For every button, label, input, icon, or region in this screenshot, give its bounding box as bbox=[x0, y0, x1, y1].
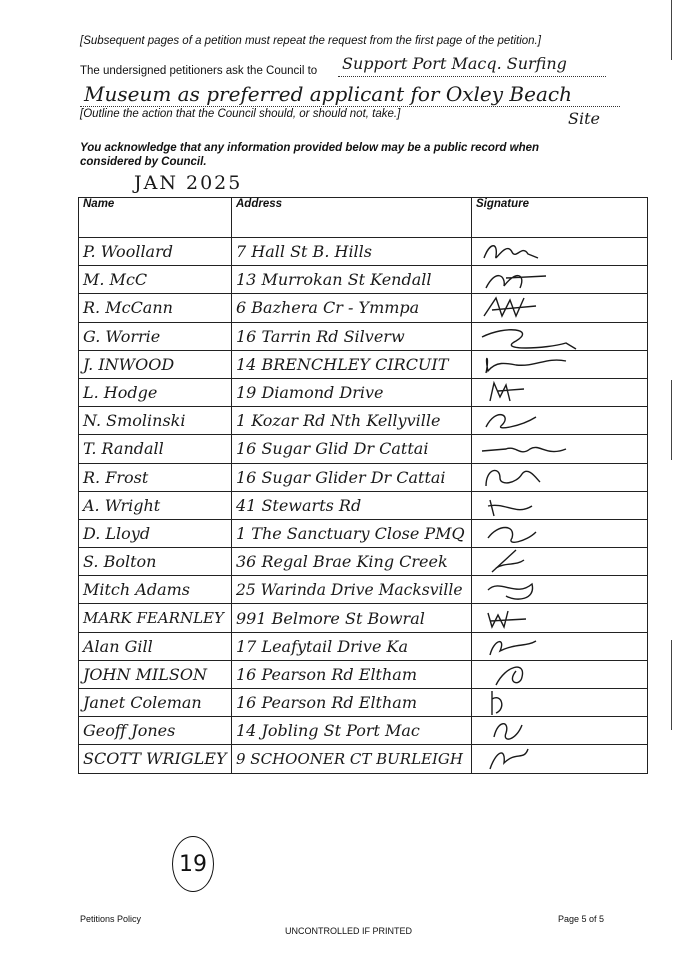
petition-row bbox=[79, 491, 648, 519]
signature-stroke bbox=[496, 667, 523, 685]
petition-row bbox=[79, 378, 648, 406]
petition-row bbox=[79, 745, 648, 773]
signatory-address: 14 BRENCHLEY CIRCUIT bbox=[232, 350, 472, 378]
signatory-name: MARK FEARNLEY bbox=[79, 604, 232, 632]
signature-stroke bbox=[492, 550, 524, 572]
signatory-name: G. Worrie bbox=[79, 322, 232, 350]
signature-stroke bbox=[494, 724, 522, 739]
date-handwriting: JAN 2025 bbox=[134, 172, 243, 194]
signatory-name: J. INWOOD bbox=[79, 350, 232, 378]
petition-row bbox=[79, 632, 648, 660]
signatory-address: 14 Jobling St Port Mac bbox=[232, 717, 472, 745]
request-lead-text: The undersigned petitioners ask the Council to bbox=[80, 65, 318, 77]
signature-stroke bbox=[490, 749, 528, 769]
footer-uncontrolled: UNCONTROLLED IF PRINTED bbox=[285, 926, 413, 936]
petition-row bbox=[79, 689, 648, 717]
signature-stroke bbox=[484, 246, 538, 258]
signature-cell bbox=[472, 350, 648, 378]
page-number-circle bbox=[172, 836, 214, 892]
handwritten-signature bbox=[476, 520, 596, 547]
signatory-address: 16 Pearson Rd Eltham bbox=[232, 689, 472, 717]
signatory-name: T. Randall bbox=[79, 435, 232, 463]
signature-cell bbox=[472, 435, 648, 463]
handwritten-signature bbox=[476, 266, 596, 293]
request-handwriting-line2: Museum as preferred applicant for Oxley Beach bbox=[84, 82, 572, 106]
signatory-name: SCOTT WRIGLEY bbox=[79, 745, 232, 773]
handwritten-signature bbox=[476, 435, 596, 462]
signatory-name: D. Lloyd bbox=[79, 519, 232, 547]
signature-stroke bbox=[488, 584, 533, 599]
signature-cell bbox=[472, 407, 648, 435]
signature-cell bbox=[472, 378, 648, 406]
petition-row bbox=[79, 238, 648, 266]
signatory-name: Janet Coleman bbox=[79, 689, 232, 717]
petition-row bbox=[79, 435, 648, 463]
petition-row bbox=[79, 548, 648, 576]
signatory-address: 16 Pearson Rd Eltham bbox=[232, 660, 472, 688]
page-number-circle-text: 19 bbox=[179, 851, 207, 877]
signatory-address: 16 Tarrin Rd Silverw bbox=[232, 322, 472, 350]
signatory-address: 991 Belmore St Bowral bbox=[232, 604, 472, 632]
petition-row bbox=[79, 717, 648, 745]
petition-signatures-table bbox=[78, 197, 648, 774]
footer-policy-name: Petitions Policy bbox=[80, 914, 142, 924]
petition-row bbox=[79, 322, 648, 350]
handwritten-signature bbox=[476, 689, 596, 716]
signature-cell bbox=[472, 491, 648, 519]
signatory-address: 17 Leafytail Drive Ka bbox=[232, 632, 472, 660]
request-handwriting-site: Site bbox=[568, 109, 600, 128]
header-spacer-row bbox=[79, 215, 648, 238]
signature-cell bbox=[472, 266, 648, 294]
request-dotted-line bbox=[338, 76, 606, 77]
signature-stroke bbox=[486, 415, 536, 428]
signatory-name: A. Wright bbox=[79, 491, 232, 519]
handwritten-signature bbox=[476, 407, 596, 434]
page-edge-mark bbox=[671, 640, 672, 730]
handwritten-signature bbox=[476, 745, 596, 772]
signature-stroke bbox=[488, 611, 526, 627]
signature-cell bbox=[472, 548, 648, 576]
signatory-address: 1 Kozar Rd Nth Kellyville bbox=[232, 407, 472, 435]
handwritten-signature bbox=[476, 661, 596, 688]
request-handwriting-line1: Support Port Macq. Surfing bbox=[342, 54, 567, 73]
signatory-name: P. Woollard bbox=[79, 238, 232, 266]
signatory-address: 25 Warinda Drive Macksville bbox=[232, 576, 472, 604]
signatory-name: R. McCann bbox=[79, 294, 232, 322]
address-column-header: Address bbox=[232, 198, 472, 216]
outline-action-note: [Outline the action that the Council should, or should not, take.] bbox=[80, 108, 401, 120]
signature-cell bbox=[472, 745, 648, 773]
handwritten-signature bbox=[476, 294, 596, 321]
signatory-name: S. Bolton bbox=[79, 548, 232, 576]
signature-stroke bbox=[484, 298, 536, 316]
handwritten-signature bbox=[476, 717, 596, 744]
handwritten-signature bbox=[476, 605, 596, 632]
signatory-address: 16 Sugar Glid Dr Cattai bbox=[232, 435, 472, 463]
signatory-address: 9 SCHOONER CT BURLEIGH bbox=[232, 745, 472, 773]
page-edge-mark bbox=[671, 380, 672, 460]
signature-stroke bbox=[488, 527, 536, 542]
handwritten-signature bbox=[476, 633, 596, 660]
petition-row bbox=[79, 407, 648, 435]
signature-stroke bbox=[492, 691, 502, 715]
signatory-address: 41 Stewarts Rd bbox=[232, 491, 472, 519]
signatory-name: JOHN MILSON bbox=[79, 660, 232, 688]
signature-cell bbox=[472, 717, 648, 745]
signature-stroke bbox=[482, 329, 576, 348]
signatory-address: 6 Bazhera Cr - Ymmpa bbox=[232, 294, 472, 322]
signatory-name: M. McC bbox=[79, 266, 232, 294]
handwritten-signature bbox=[476, 379, 596, 406]
petition-row bbox=[79, 294, 648, 322]
signatory-name: N. Smolinski bbox=[79, 407, 232, 435]
signatory-name: L. Hodge bbox=[79, 378, 232, 406]
petition-row bbox=[79, 463, 648, 491]
signatory-name: R. Frost bbox=[79, 463, 232, 491]
signature-cell bbox=[472, 238, 648, 266]
petition-row bbox=[79, 266, 648, 294]
signature-stroke bbox=[490, 383, 524, 401]
signature-stroke bbox=[482, 448, 566, 452]
signature-cell bbox=[472, 632, 648, 660]
signature-stroke bbox=[490, 641, 536, 655]
footer-page-number: Page 5 of 5 bbox=[558, 914, 605, 924]
petition-row bbox=[79, 350, 648, 378]
signature-cell bbox=[472, 519, 648, 547]
signatory-name: Geoff Jones bbox=[79, 717, 232, 745]
handwritten-signature bbox=[476, 548, 596, 575]
public-record-acknowledgement: You acknowledge that any information provided below may be a public record when considered by Council. bbox=[80, 142, 540, 168]
name-column-header: Name bbox=[79, 198, 232, 216]
signature-cell bbox=[472, 576, 648, 604]
signature-stroke bbox=[486, 470, 540, 486]
handwritten-signature bbox=[476, 351, 596, 378]
handwritten-signature bbox=[476, 238, 596, 265]
petition-row bbox=[79, 604, 648, 632]
page-edge-mark bbox=[671, 0, 672, 60]
signature-stroke bbox=[488, 500, 532, 516]
signature-column-header: Signature bbox=[472, 198, 648, 216]
handwritten-signature bbox=[476, 464, 596, 491]
request-dotted-line-2 bbox=[80, 106, 620, 107]
petition-row bbox=[79, 519, 648, 547]
subsequent-pages-note: [Subsequent pages of a petition must repeat the request from the first page of the petition.] bbox=[80, 35, 541, 47]
signature-cell bbox=[472, 660, 648, 688]
signatory-name: Alan Gill bbox=[79, 632, 232, 660]
signatory-address: 16 Sugar Glider Dr Cattai bbox=[232, 463, 472, 491]
signature-cell bbox=[472, 294, 648, 322]
signature-cell bbox=[472, 463, 648, 491]
handwritten-signature bbox=[476, 323, 596, 350]
signature-stroke bbox=[486, 276, 546, 288]
signature-cell bbox=[472, 604, 648, 632]
signature-cell bbox=[472, 322, 648, 350]
signatory-address: 13 Murrokan St Kendall bbox=[232, 266, 472, 294]
signatory-address: 19 Diamond Drive bbox=[232, 378, 472, 406]
handwritten-signature bbox=[476, 492, 596, 519]
signature-stroke bbox=[486, 358, 566, 373]
petition-row bbox=[79, 576, 648, 604]
signatory-name: Mitch Adams bbox=[79, 576, 232, 604]
signatory-address: 36 Regal Brae King Creek bbox=[232, 548, 472, 576]
petition-row bbox=[79, 660, 648, 688]
handwritten-signature bbox=[476, 576, 596, 603]
signatory-address: 7 Hall St B. Hills bbox=[232, 238, 472, 266]
signatory-address: 1 The Sanctuary Close PMQ bbox=[232, 519, 472, 547]
signature-cell bbox=[472, 689, 648, 717]
